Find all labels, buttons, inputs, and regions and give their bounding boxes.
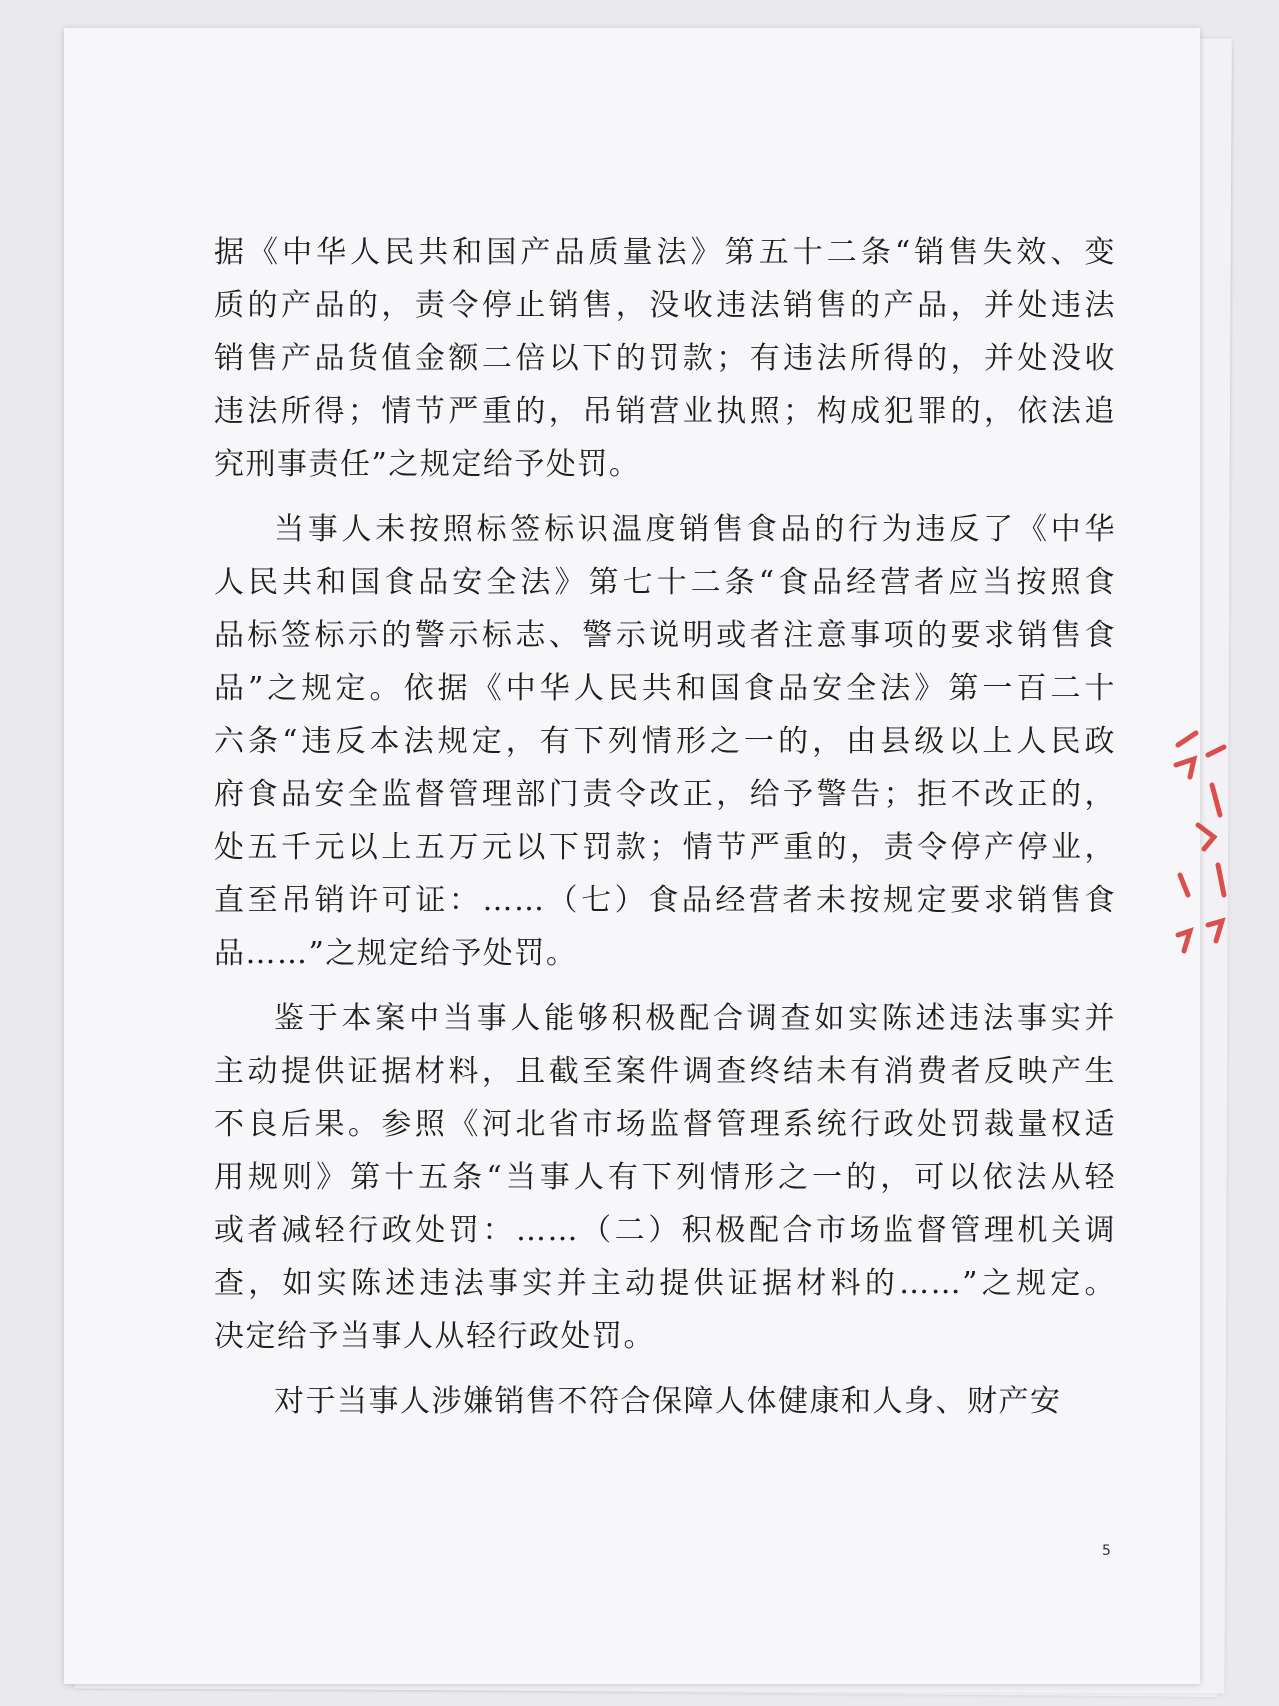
text-line: 品……”之规定给予处罚。 bbox=[214, 936, 578, 971]
text-line: 不良后果。参照《河北省市场监督管理系统行政处罚裁量权适 bbox=[214, 1107, 1116, 1142]
text-line: 究刑事责任”之规定给予处罚。 bbox=[214, 447, 641, 482]
text-line: 主动提供证据材料，且截至案件调查终结未有消费者反映产生 bbox=[214, 1054, 1116, 1089]
red-seal-fragment bbox=[1168, 725, 1228, 965]
text-line: 直至吊销许可证：……（七）食品经营者未按规定要求销售食 bbox=[214, 883, 1116, 918]
paragraph bbox=[214, 226, 1116, 491]
text-line: 或者减轻行政处罚：……（二）积极配合市场监督管理机关调 bbox=[214, 1213, 1116, 1248]
text-line: 质的产品的，责令停止销售，没收违法销售的产品，并处违法 bbox=[214, 288, 1116, 323]
text-line: 府食品安全监督管理部门责令改正，给予警告；拒不改正的， bbox=[214, 777, 1116, 812]
paragraph-gap bbox=[214, 491, 1116, 503]
text-line: 六条“违反本法规定，有下列情形之一的，由县级以上人民政 bbox=[214, 724, 1116, 759]
text-line: 销售产品货值金额二倍以下的罚款；有违法所得的，并处没收 bbox=[214, 341, 1116, 376]
text-line: 用规则》第十五条“当事人有下列情形之一的，可以依法从轻 bbox=[214, 1160, 1116, 1195]
document-body bbox=[214, 226, 1116, 1428]
text-line: 当事人未按照标签标识温度销售食品的行为违反了《中华 bbox=[274, 512, 1116, 547]
text-line: 人民共和国食品安全法》第七十二条“食品经营者应当按照食 bbox=[214, 565, 1116, 600]
text-line: 违法所得；情节严重的，吊销营业执照；构成犯罪的，依法追 bbox=[214, 394, 1116, 429]
paragraph-gap bbox=[214, 980, 1116, 992]
text-line: 品标签标示的警示标志、警示说明或者注意事项的要求销售食 bbox=[214, 618, 1116, 653]
paragraph bbox=[214, 503, 1116, 980]
text-line: 对于当事人涉嫌销售不符合保障人体健康和人身、财产安 bbox=[274, 1384, 1062, 1419]
paragraph-gap bbox=[214, 1363, 1116, 1375]
text-line: 处五千元以上五万元以下罚款；情节严重的，责令停产停业， bbox=[214, 830, 1116, 865]
text-line: 决定给予当事人从轻行政处罚。 bbox=[214, 1319, 655, 1354]
text-line: 品”之规定。依据《中华人民共和国食品安全法》第一百二十 bbox=[214, 671, 1116, 706]
page-number: 5 bbox=[1102, 1543, 1111, 1559]
paragraph bbox=[214, 1375, 1116, 1428]
text-line: 据《中华人民共和国产品质量法》第五十二条“销售失效、变 bbox=[214, 235, 1116, 270]
paragraph bbox=[214, 992, 1116, 1363]
document-page bbox=[64, 28, 1200, 1684]
text-line: 查，如实陈述违法事实并主动提供证据材料的……”之规定。 bbox=[214, 1266, 1116, 1301]
text-line: 鉴于本案中当事人能够积极配合调查如实陈述违法事实并 bbox=[274, 1001, 1116, 1036]
